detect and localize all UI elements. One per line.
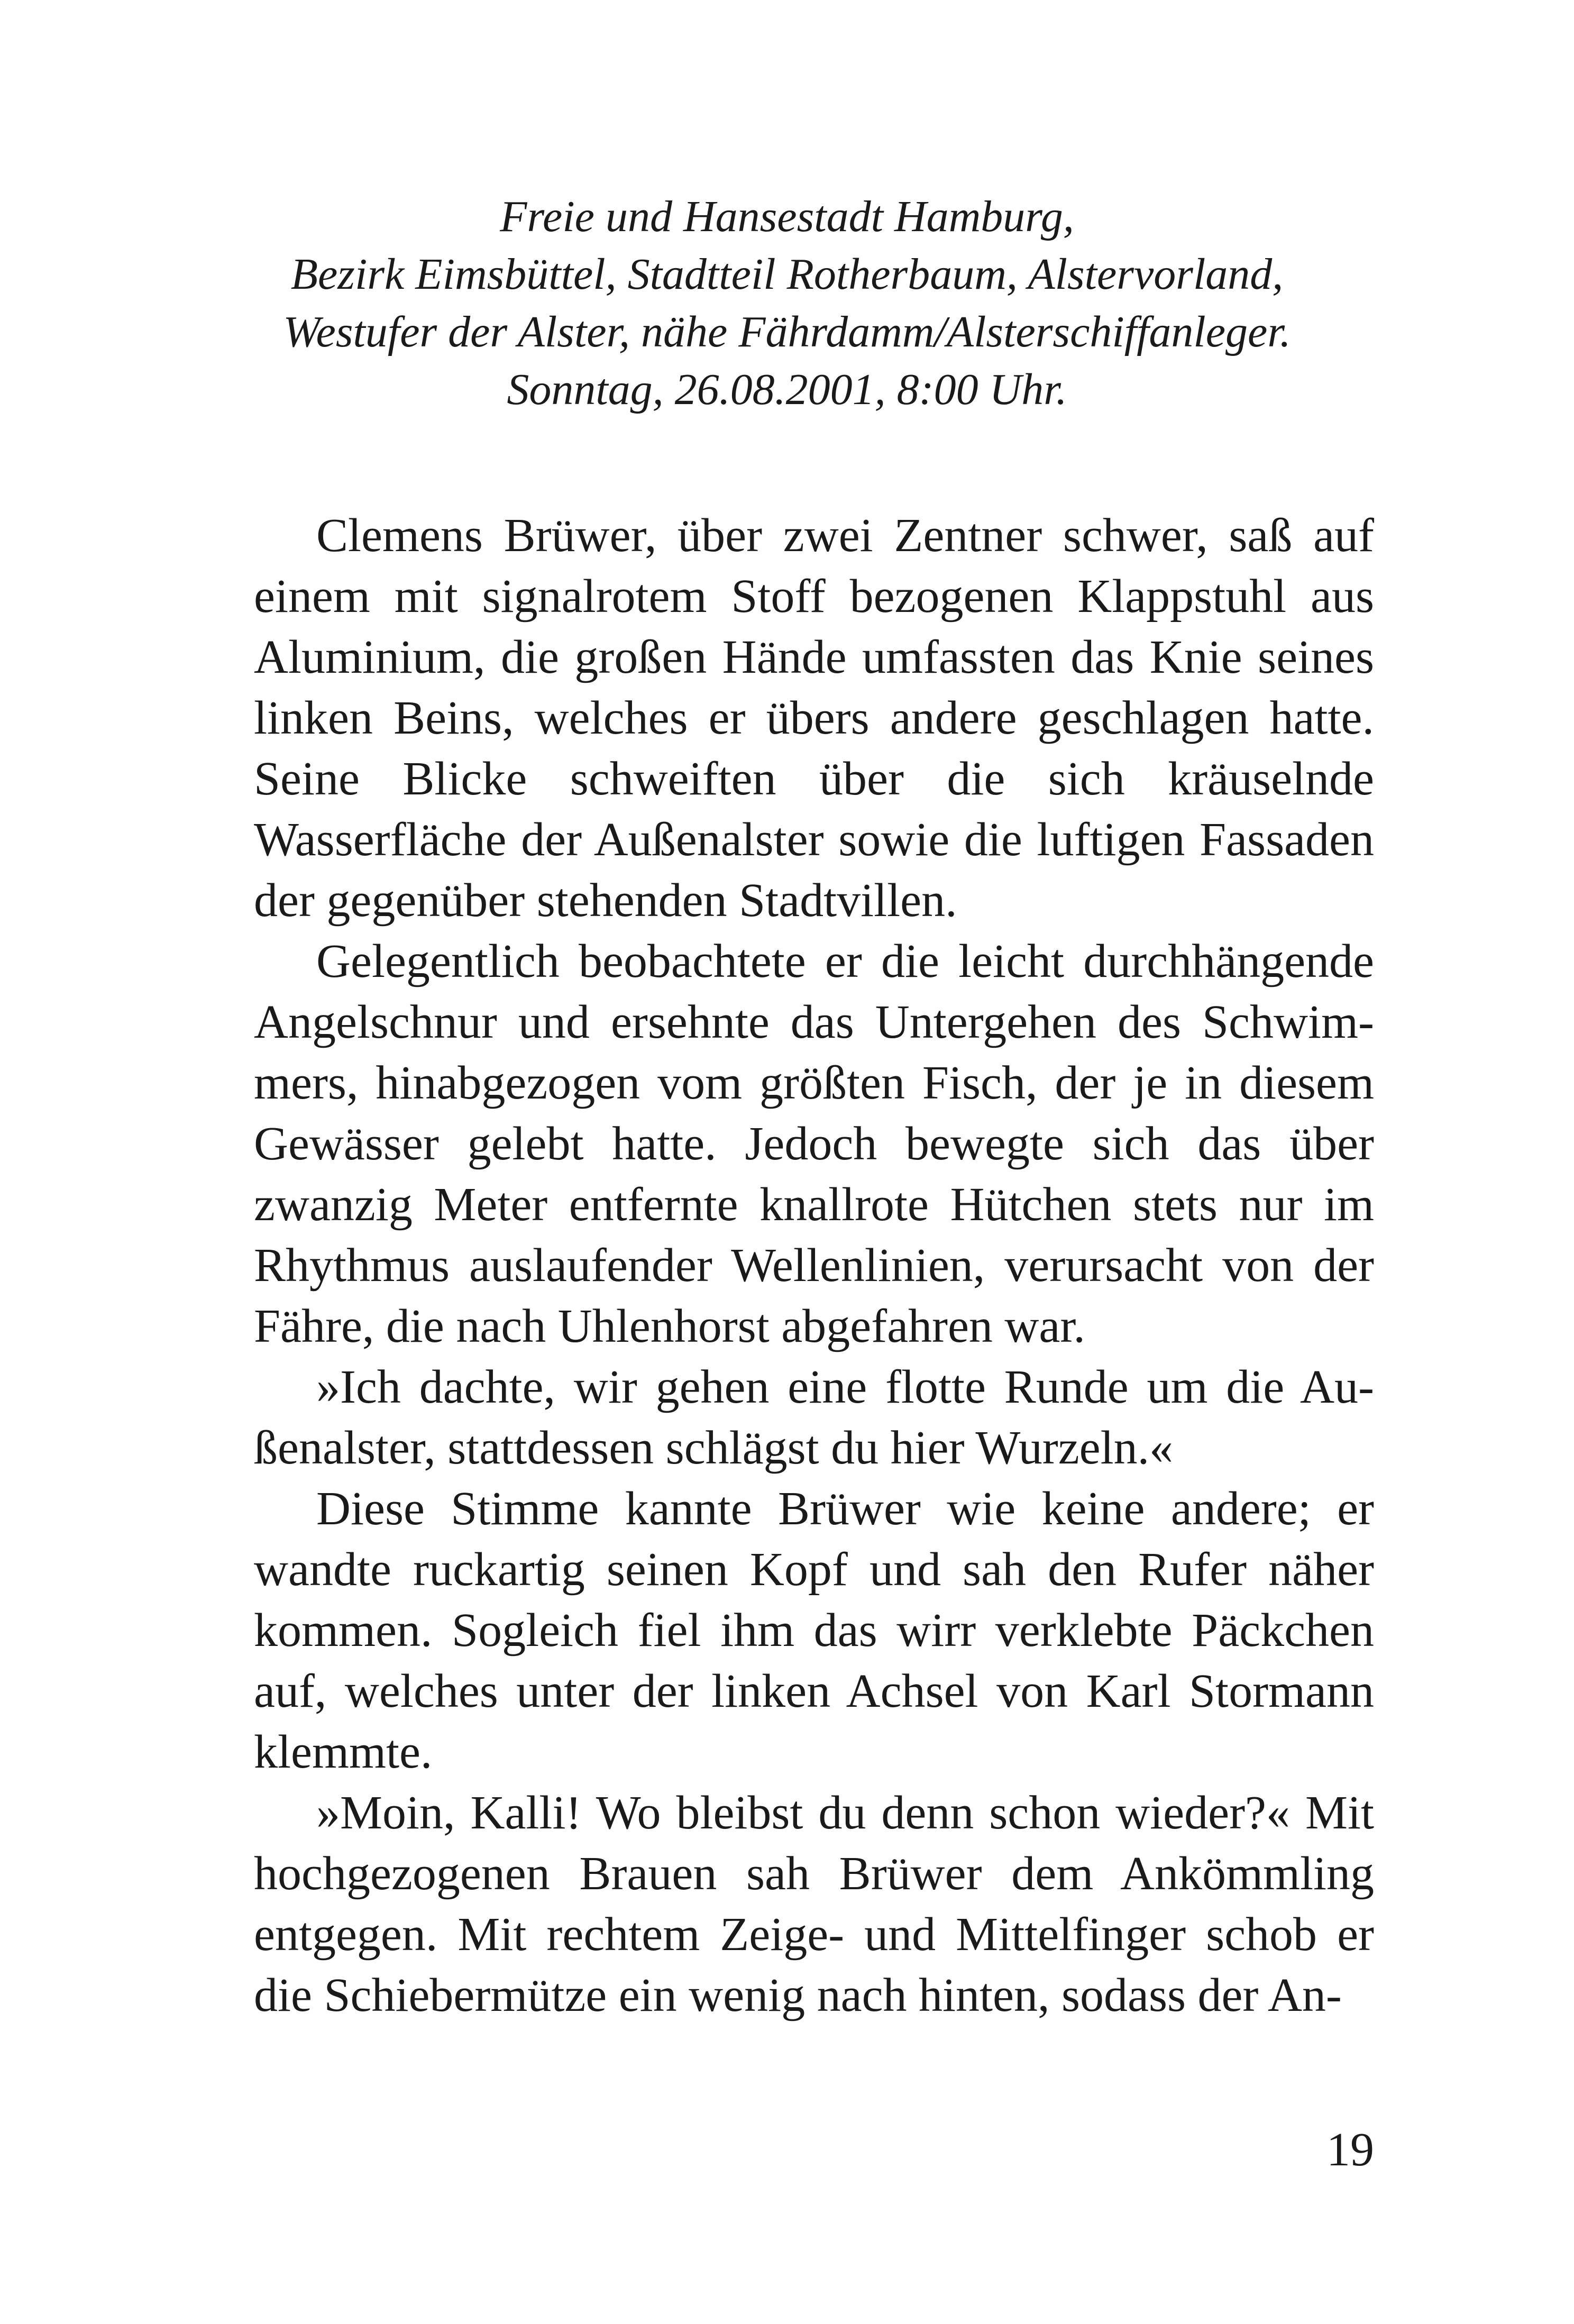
paragraph: »Moin, Kalli! Wo bleibst du denn schon wieder?« Mit hochgezogenen Brauen sah Brüwer dem Ankömmling entgegen. Mit rechtem Zeige- und Mittelfinger schob er die Schiebermütze ein wenig nach hinten, sodass der An- xyxy=(254,1787,1374,2021)
paragraph: »Ich dachte, wir gehen eine flotte Runde um die Außenalster, stattdessen schlägst du hier Wurzeln.« xyxy=(254,1361,1374,1474)
paragraph: Diese Stimme kannte Brüwer wie keine andere; er wandte ruckartig seinen Kopf und sah den Rufer näher kommen. Sogleich fiel ihm das wirr verklebte Päckchen auf, welches unter der linken Achsel von Karl Stormann klemmte. xyxy=(254,1483,1374,1778)
heading-line: Westufer der Alster, nähe Fährdamm/Alsterschiffanleger. xyxy=(283,307,1291,356)
chapter-location-heading xyxy=(0,188,1574,418)
paragraph: Gelegentlich beobachtete er die leicht durchhängende Angelschnur und ersehnte das Untergehen des Schwimmers, hinabgezogen vom größten Fisch, der je in diesem Gewässer gelebt hatte. Jedoch bewegte sich das über zwanzig Meter entfernte knallrote Hütchen stets nur im Rhythmus auslaufender Wellenlinien, verursacht von der Fähre, die nach Uhlenhorst abgefahren war. xyxy=(254,935,1374,1352)
page-number: 19 xyxy=(1326,2124,1374,2176)
heading-line: Sonntag, 26.08.2001, 8:00 Uhr. xyxy=(507,365,1067,414)
heading-line: Bezirk Eimsbüttel, Stadtteil Rotherbaum, Alstervorland, xyxy=(290,250,1284,299)
body-text xyxy=(254,505,1374,2026)
heading-line: Freie und Hansestadt Hamburg, xyxy=(500,192,1074,241)
paragraph: Clemens Brüwer, über zwei Zentner schwer, saß auf einem mit signalrotem Stoff bezogenen Klappstuhl aus Aluminium, die großen Hände umfassten das Knie seines linken Beins, welches er übers andere geschlagen hatte. Seine Blicke schweiften über die sich kräuselnde Wasserfläche der Außenalster sowie die luftigen Fassaden der gegenüber stehenden Stadtvillen. xyxy=(254,509,1374,927)
